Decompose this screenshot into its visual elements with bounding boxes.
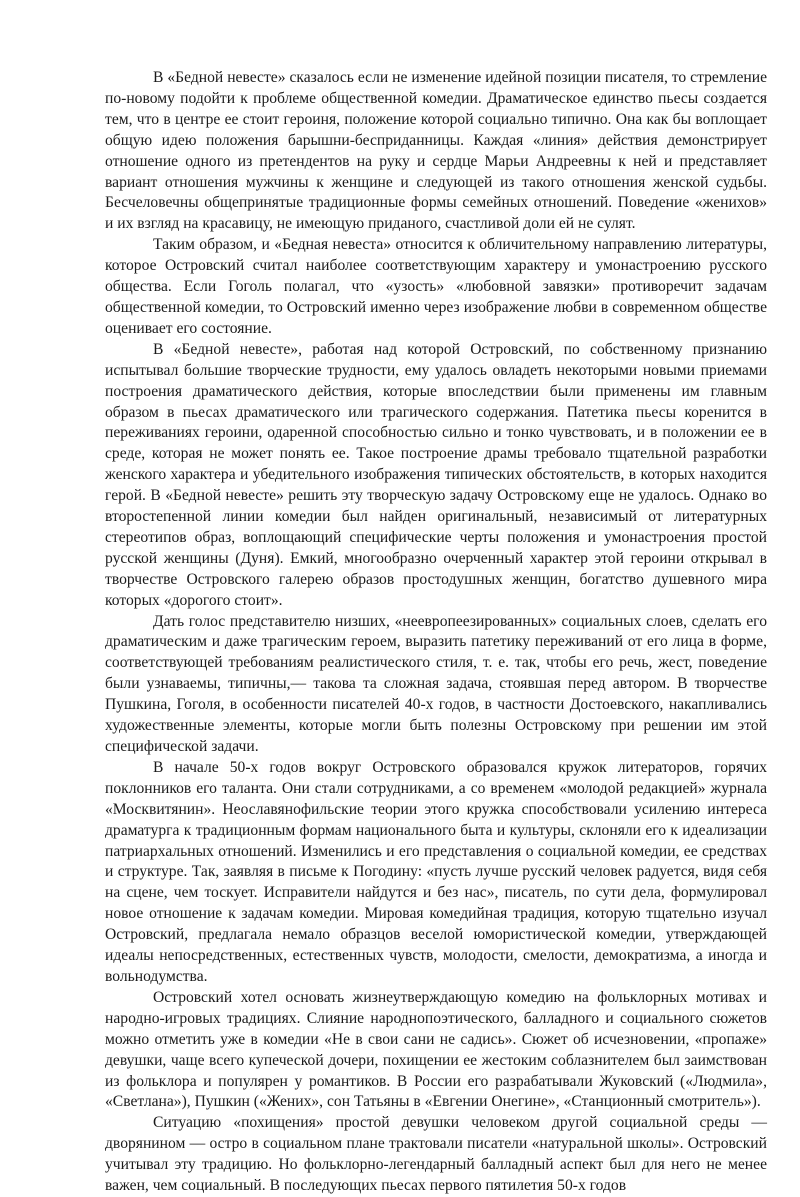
paragraph: Ситуацию «похищения» простой девушки человеком другой социальной среды — дворянином — остро в социальном плане трактовали писатели «натуральной школы». Островский учитывал эту традицию. Но фольклорно-легендарный балладный аспект был для него не менее важен, чем социальный. В последующих пьесах первого пятилетия 50-х годов (105, 1114, 767, 1195)
paragraph: В «Бедной невесте», работая над которой Островский, по собственному признанию испытывал большие творческие трудности, ему удалось овладеть некоторыми новыми приемами построения драматического действия, которые впоследствии были применены им главным образом в пьесах драматического или трагического содержания. Патетика пьесы коренится в переживаниях героини, одаренной способностью сильно и тонко чувствовать, и в положении ее в среде, которая не может понять ее. Такое построение драмы требовало тщательной разработки женского характера и убедительного изображения типических обстоятельств, в которых находится герой. В «Бедной невесте» решить эту творческую задачу Островскому еще не удалось. Однако во второстепенной линии комедии был найден оригинальный, независимый от литературных стереотипов образ, воплощающий специфические черты положения и умонастроения простой русской женщины (Дуня). Емкий, многообразно очерченный характер этой героини открывал в творчестве Островского галерею образов простодушных женщин, богатство душевного мира которых «дорогого стоит». (105, 340, 767, 609)
paragraph: Островский хотел основать жизнеутверждающую комедию на фольклорных мотивах и народно-игровых традициях. Слияние народнопоэтического, балладного и социального сюжетов можно отметить уже в комедии «Не в свои сани не садись». Сюжет об исчезновении, «пропаже» девушки, чаще всего купеческой дочери, похищении ее жестоким соблазнителем был заимствован из фольклора и популярен у романтиков. В России его разрабатывали Жуковский («Людмила», «Светлана»), Пушкин («Жених», сон Татьяны в «Евгении Онегине», «Станционный смотритель»). (105, 988, 767, 1111)
paragraph: В начале 50-х годов вокруг Островского образовался кружок литераторов, горячих поклонников его таланта. Они стали сотрудниками, а со временем «молодой редакцией» журнала «Москвитянин». Неославянофильские теории этого кружка способствовали усилению интереса драматурга к традиционным формам национального быта и культуры, склоняли его к идеализации патриархальных отношений. Изменились и его представления о социальной комедии, ее средствах и структуре. Так, заявляя в письме к Погодину: «пусть лучше русский человек радуется, видя себя на сцене, чем тоскует. Исправители найдутся и без нас», писатель, по сути дела, формулировал новое отношение к задачам комедии. Мировая комедийная традиция, которую тщательно изучал Островский, предлагала немало образцов веселой юмористической комедии, утверждающей идеалы непосредственных, естественных чувств, молодости, смелости, демократизма, а иногда и вольнодумства. (105, 758, 767, 985)
paragraph: Дать голос представителю низших, «неевропеезированных» социальных слоев, сделать его драматическим и даже трагическим героем, выразить патетику переживаний от его лица в форме, соответствующей требованиям реалистического стиля, т. е. так, чтобы его речь, жест, поведение были узнаваемы, типичны,— такова та сложная задача, стоявшая перед автором. В творчестве Пушкина, Гоголя, в особенности писателей 40-х годов, в частности Достоевского, накапливались художественные элементы, которые могли быть полезны Островскому при решении им этой специфической задачи. (105, 612, 767, 755)
paragraph: В «Бедной невесте» сказалось если не изменение идейной позиции писателя, то стремление по-новому подойти к проблеме общественной комедии. Драматическое единство пьесы создается тем, что в центре ее стоит героиня, положение которой социально типично. Она как бы воплощает общую идею положения барышни-бесприданницы. Каждая «линия» действия демонстрирует отношение одного из претендентов на руку и сердце Марьи Андреевны к ней и представляет вариант отношения мужчины к женщине и следующей из такого отношения женской судьбы. Бесчеловечны общепринятые традиционные формы семейных отношений. Поведение «женихов» и их взгляд на красавицу, не имеющую приданого, счастливой доли ей не сулят. (105, 69, 767, 233)
paragraph: Таким образом, и «Бедная невеста» относится к обличительному направлению литературы, которое Островский считал наиболее соответствующим характеру и умонастроению русского общества. Если Гоголь полагал, что «узость» «любовной завязки» противоречит задачам общественной комедии, то Островский именно через изображение любви в современном обществе оценивает его состояние. (105, 236, 767, 337)
